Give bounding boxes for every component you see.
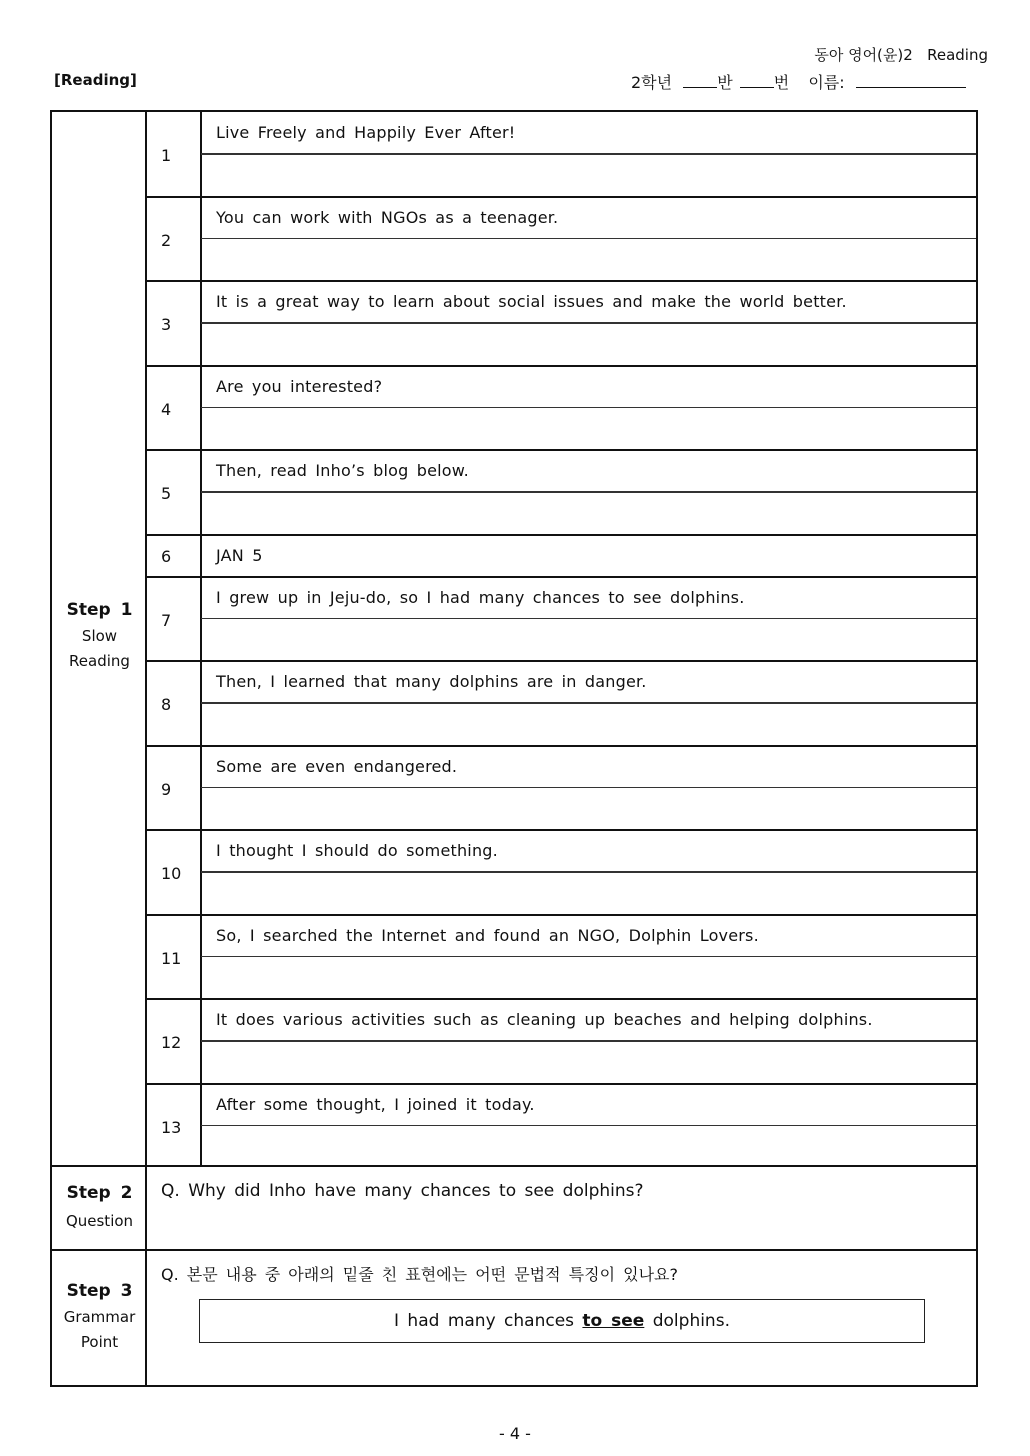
row-sentence: I thought I should do something. bbox=[216, 841, 498, 860]
row-number: 12 bbox=[161, 1033, 182, 1052]
translation-answer-field[interactable] bbox=[202, 1042, 976, 1082]
row-sentence: I grew up in Jeju-do, so I had many chances to see dolphins. bbox=[216, 587, 745, 607]
row-border bbox=[145, 576, 976, 578]
row-border bbox=[145, 280, 976, 282]
grade-label: 2학년 bbox=[631, 73, 673, 92]
row-number: 11 bbox=[161, 948, 182, 968]
translation-answer-field[interactable] bbox=[202, 324, 976, 364]
row-sentence: Live Freely and Happily Ever After! bbox=[216, 123, 516, 142]
translation-answer-field[interactable] bbox=[202, 958, 976, 998]
row-sentence: Then, read Inho’s blog below. bbox=[216, 461, 469, 480]
row-border bbox=[145, 365, 976, 367]
row-number: 8 bbox=[161, 695, 172, 714]
student-info-line bbox=[631, 70, 966, 93]
row-number: 10 bbox=[161, 864, 182, 883]
class-label: 반 bbox=[717, 73, 733, 92]
step2-top-border bbox=[52, 1165, 976, 1167]
translation-answer-field[interactable] bbox=[202, 493, 976, 533]
step1-subtitle-line1: Slow bbox=[81, 627, 118, 645]
name-blank bbox=[856, 73, 966, 88]
section-title: [Reading] bbox=[54, 71, 137, 89]
step2-answer-area[interactable] bbox=[147, 1212, 976, 1247]
row-border bbox=[145, 1083, 976, 1085]
number-blank bbox=[740, 73, 774, 88]
number-label: 번 bbox=[773, 73, 790, 92]
row-border bbox=[145, 745, 976, 747]
row-sentence: Some are even endangered. bbox=[216, 756, 458, 776]
row-border bbox=[145, 998, 976, 1000]
translation-answer-field[interactable] bbox=[202, 155, 976, 195]
translation-answer-field[interactable] bbox=[202, 789, 976, 829]
step1-title: Step 1 bbox=[66, 600, 133, 620]
step2-label bbox=[52, 1183, 147, 1234]
course-title: 동아 영어(윤)2 Reading bbox=[814, 46, 988, 64]
row-number: 6 bbox=[161, 546, 172, 566]
step3-label bbox=[52, 1281, 147, 1355]
row-border bbox=[145, 829, 976, 831]
translation-answer-field[interactable] bbox=[202, 409, 976, 449]
class-blank bbox=[683, 73, 717, 88]
step2-question: Q. Why did Inho have many chances to see dolphins? bbox=[161, 1181, 644, 1201]
row-sentence: It does various activities such as cleaning up beaches and helping dolphins. bbox=[216, 1010, 873, 1029]
row-number: 9 bbox=[161, 779, 172, 799]
grammar-sentence-before: I had many chances bbox=[394, 1311, 583, 1331]
row-sentence: After some thought, I joined it today. bbox=[216, 1094, 535, 1114]
row-number: 1 bbox=[161, 146, 172, 165]
row-sentence: It is a great way to learn about social issues and make the world better. bbox=[216, 292, 847, 311]
row-number: 5 bbox=[161, 484, 172, 503]
step3-subtitle-line2: Point bbox=[80, 1333, 119, 1351]
row-border bbox=[145, 196, 976, 198]
step3-title: Step 3 bbox=[66, 1281, 133, 1301]
row-border bbox=[145, 534, 976, 536]
step3-subtitle-line1: Grammar bbox=[63, 1308, 136, 1326]
row-border bbox=[145, 914, 976, 916]
step2-subtitle: Question bbox=[65, 1212, 134, 1230]
row-number: 2 bbox=[161, 230, 172, 250]
grammar-underlined-expression: to see bbox=[582, 1311, 645, 1331]
row-sentence: Then, I learned that many dolphins are in danger. bbox=[216, 672, 647, 691]
translation-answer-field[interactable] bbox=[202, 873, 976, 913]
step2-title: Step 2 bbox=[66, 1183, 133, 1203]
grammar-sentence-after: dolphins. bbox=[644, 1311, 730, 1331]
step1-subtitle-line2: Reading bbox=[69, 652, 130, 670]
row-number: 13 bbox=[161, 1117, 182, 1137]
row-sentence: JAN 5 bbox=[216, 545, 263, 565]
page-number: - 4 - bbox=[499, 1424, 531, 1443]
translation-answer-field[interactable] bbox=[202, 1127, 976, 1167]
row-number: 3 bbox=[161, 315, 172, 334]
translation-answer-field[interactable] bbox=[202, 704, 976, 744]
row-sentence: You can work with NGOs as a teenager. bbox=[216, 207, 559, 227]
grammar-example-box bbox=[199, 1299, 925, 1343]
row-number: 7 bbox=[161, 610, 172, 630]
row-sentence: Are you interested? bbox=[216, 376, 383, 396]
step1-label bbox=[52, 600, 147, 674]
row-border bbox=[145, 449, 976, 451]
name-label: 이름: bbox=[808, 73, 845, 92]
row-border bbox=[145, 660, 976, 662]
step3-top-border bbox=[52, 1249, 976, 1251]
translation-answer-field[interactable] bbox=[202, 240, 976, 280]
row-sentence: So, I searched the Internet and found an NGO, Dolphin Lovers. bbox=[216, 925, 759, 945]
row-number: 4 bbox=[161, 399, 172, 419]
worksheet-table bbox=[50, 110, 978, 1387]
step3-question: Q. 본문 내용 중 아래의 밑줄 친 표현에는 어떤 문법적 특징이 있나요? bbox=[161, 1265, 678, 1284]
translation-answer-field[interactable] bbox=[202, 620, 976, 660]
